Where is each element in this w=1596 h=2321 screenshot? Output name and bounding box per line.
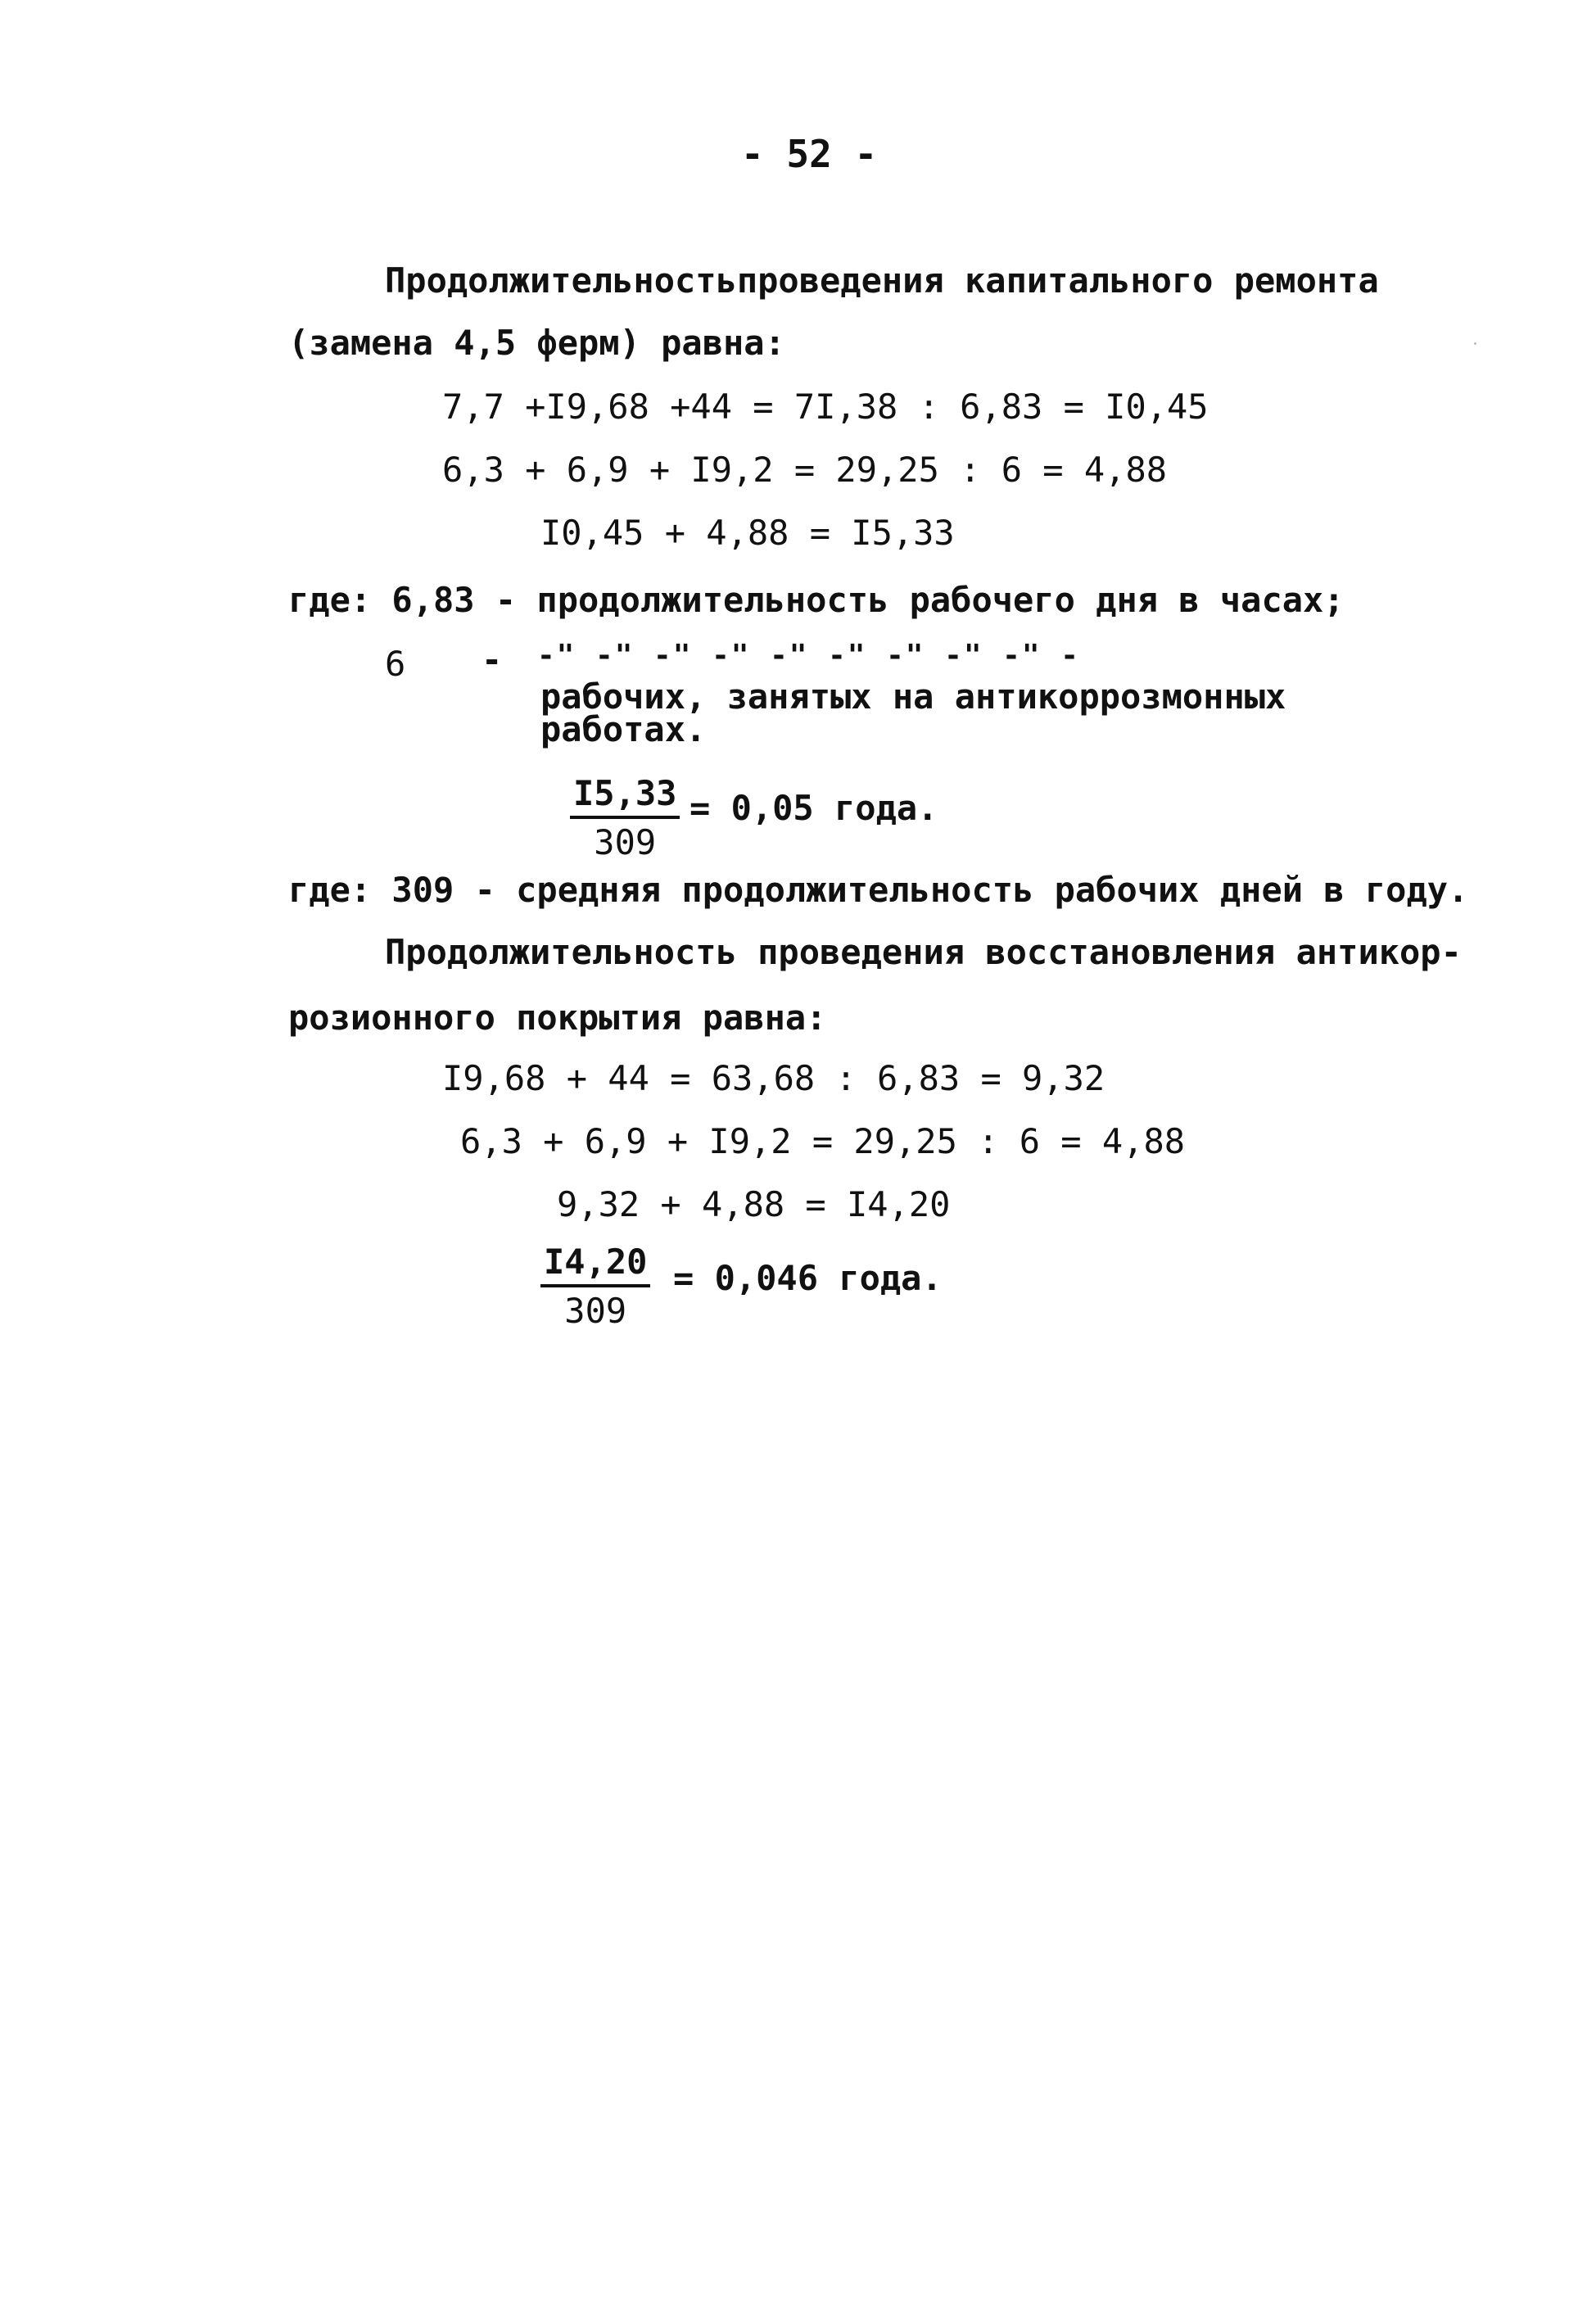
- where-note-2-line2: рабочих, занятых на антикоррозмонных: [540, 676, 1286, 717]
- where-note-1: где: 6,83 - продолжительность рабочего дня в часах;: [288, 580, 1345, 620]
- section2-equation-1: I9,68 + 44 = 63,68 : 6,83 = 9,32: [442, 1058, 1105, 1098]
- where-note-2-number: 6: [385, 644, 406, 684]
- where-note-3: где: 309 - средняя продолжительность рабочих дней в году.: [288, 870, 1469, 910]
- section2-heading-line1: Продолжительность проведения восстановления антикор-: [385, 932, 1462, 972]
- section2-fraction-result: = 0,046 года.: [673, 1258, 943, 1298]
- section2-heading-line2: розионного покрытия равна:: [288, 998, 827, 1038]
- section2-fraction-numerator: I4,20: [540, 1245, 650, 1287]
- where-note-2-line3: работах.: [540, 709, 707, 749]
- scan-speck: [1474, 342, 1476, 345]
- section1-heading-line1: Продолжительностьпроведения капитального ремонта: [385, 260, 1379, 301]
- section1-fraction-denominator: 309: [594, 822, 657, 862]
- section2-fraction: [540, 1242, 650, 1331]
- section1-fraction-result: = 0,05 года.: [689, 788, 938, 828]
- where-note-2-dash: -: [482, 640, 503, 680]
- page-number: - 52 -: [741, 132, 878, 176]
- section1-equation-2: 6,3 + 6,9 + I9,2 = 29,25 : 6 = 4,88: [442, 450, 1168, 490]
- section1-fraction-numerator: I5,33: [570, 776, 680, 819]
- section1-equation-3: I0,45 + 4,88 = I5,33: [540, 513, 955, 553]
- section1-equation-1: 7,7 +I9,68 +44 = 7I,38 : 6,83 = I0,45: [442, 387, 1209, 427]
- section1-heading-line2: (замена 4,5 ферм) равна:: [288, 323, 785, 363]
- section2-equation-2: 6,3 + 6,9 + I9,2 = 29,25 : 6 = 4,88: [460, 1121, 1186, 1161]
- where-note-2-ditto-marks: -" -" -" -" -" -" -" -" -" -: [537, 639, 1080, 672]
- section1-fraction: [570, 773, 680, 862]
- section2-equation-3: 9,32 + 4,88 = I4,20: [557, 1184, 951, 1224]
- section2-fraction-denominator: 309: [564, 1291, 627, 1331]
